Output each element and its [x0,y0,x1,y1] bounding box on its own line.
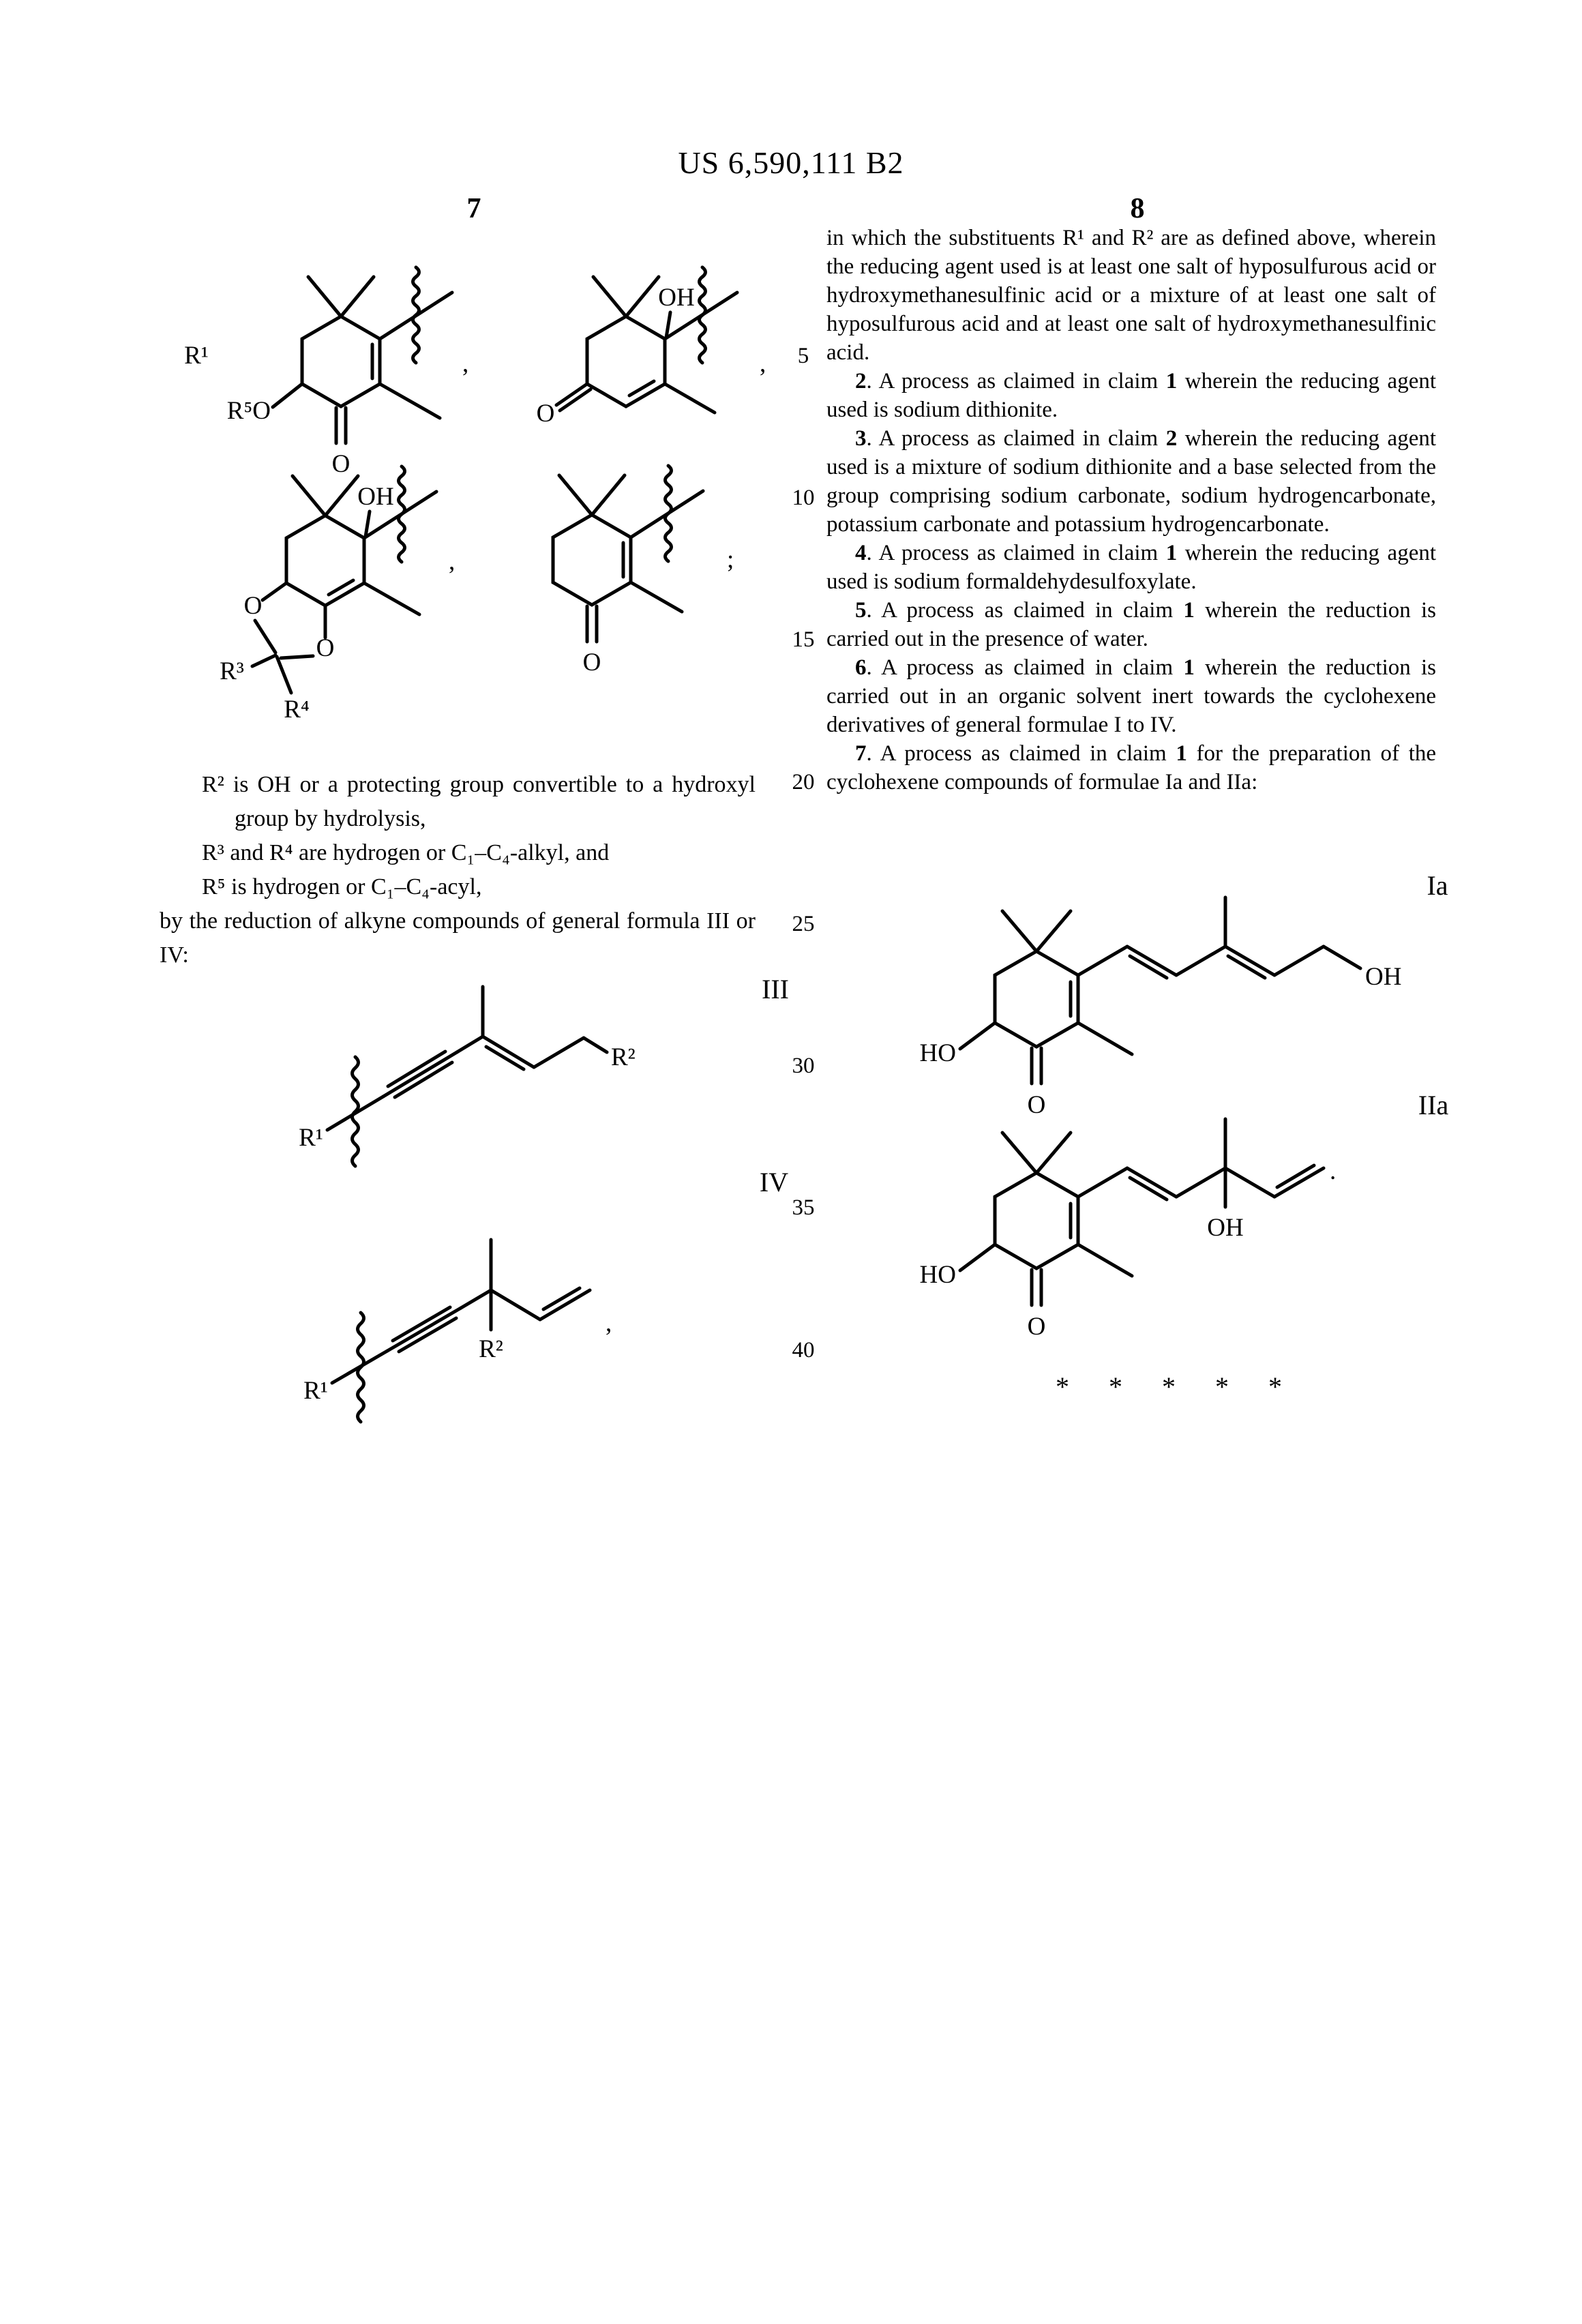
claim-4-number: 4 [855,541,867,565]
ketal-oxygen-top-label: O [243,592,263,620]
end-of-claims-asterisks: * * * * * [1056,1371,1283,1402]
claim-7: 7. A process as claimed in claim 1 for the preparation of the cyclohexene compounds of formulae Ia and IIa: [826,741,1437,794]
structure-formula-3-ketal [220,466,455,724]
separator-comma: , [449,548,456,576]
structure-formula-1 [184,267,468,478]
line-number-15: 15 [792,627,815,652]
r2-label: R² [479,1335,503,1363]
ketone-oxygen-label: O [331,450,350,478]
ketone-oxygen-label: O [1027,1091,1046,1119]
structure-formula-III [299,974,789,1166]
line-number-25: 25 [792,912,815,936]
claim-3: 3. A process as claimed in claim 2 wherein the reducing agent used is a mixture of sodium dithionite and a base selected from the group comprising sodium carbonate, sodium hydrogencarbonate, potassium carbonate and potassium hydrogencarbonate. [826,426,1437,537]
formula-IIa-label: IIa [1418,1090,1449,1120]
claim-4: 4. A process as claimed in claim 1 wherein the reducing agent used is sodium formaldehydesulfoxylate. [826,541,1437,594]
r3-label: R³ [220,657,244,685]
ring-hydroxyl-label: HO [919,1261,956,1289]
claim-6: 6. A process as claimed in claim 1 wherein the reduction is carried out in an organic solvent inert towards the cyclohexene derivatives of general formulae I to IV. [826,655,1436,737]
line-number-30: 30 [792,1054,815,1078]
ketone-oxygen-label: O [582,649,601,676]
structure-formula-IIa [920,1090,1449,1341]
r5-definition: R⁵ is hydrogen or C₁–C₄-acyl, [202,874,482,899]
r1-label: R¹ [303,1377,328,1405]
r1-label: R¹ [299,1124,323,1152]
line-number-35: 35 [792,1195,815,1220]
ketone-oxygen-label: O [536,400,555,428]
structure-formula-Ia [920,870,1448,1119]
structure-formula-2 [537,267,766,428]
claim-1-continuation: in which the substituents R¹ and R² are as defined above, wherein the reducing agent used is at least one salt of hyposulfurous acid or hydroxymethanesulfinic acid or a mixture of at least one salt of hyposulfurous acid and at least one salt of hydroxymethanesulfinic acid. [826,226,1436,365]
line-number-40: 40 [792,1338,815,1362]
ring-hydroxyl-label: HO [919,1039,956,1067]
claim-2-number: 2 [855,369,867,393]
ketone-oxygen-label: O [1027,1313,1046,1341]
claim-2: 2. A process as claimed in claim 1 wherein the reducing agent used is sodium dithionite. [826,369,1437,422]
structure-formula-4 [553,466,734,676]
line-number-20: 20 [792,770,815,794]
r5o-label: R⁵O [226,397,271,425]
r4-label: R⁴ [284,696,310,724]
r1-label: R¹ [184,342,209,370]
hydroxyl-label: OH [658,284,695,312]
r2-label: R² [611,1043,636,1071]
column-number-left: 7 [466,193,481,224]
claim-5-number: 5 [855,598,867,623]
structure-formula-IV [303,1167,788,1422]
hydroxyl-label: OH [357,483,394,511]
formula-Ia-label: Ia [1427,870,1448,901]
line-number-10: 10 [792,486,815,510]
r3-r4-definition: R³ and R⁴ are hydrogen or C₁–C₄-alkyl, and [202,840,610,865]
claim-7-number: 7 [855,741,867,766]
chain-hydroxyl-label: OH [1207,1214,1244,1242]
separator-comma: , [606,1309,612,1337]
separator-semicolon: ; [727,546,734,573]
r2-definition: R² is OH or a protecting group convertible to a hydroxyl group by hydrolysis, [202,772,756,831]
chain-hydroxyl-label: OH [1365,963,1402,991]
line-number-5: 5 [797,344,809,368]
claim-5: 5. A process as claimed in claim 1 wherein the reduction is carried out in the presence of water. [826,598,1436,651]
patent-number-header: US 6,590,111 B2 [678,145,904,180]
ketal-oxygen-bottom-label: O [316,634,335,662]
separator-comma: , [462,350,469,378]
separator-comma: , [760,350,766,378]
formula-IV-label: IV [759,1167,789,1197]
claim-6-number: 6 [855,655,867,680]
formula-III-label: III [762,974,789,1004]
separator-period: . [1330,1157,1337,1185]
claim-3-number: 3 [855,426,867,451]
column-number-right: 8 [1130,193,1145,224]
reduction-clause: by the reduction of alkyne compounds of general formula III or IV: [160,908,756,968]
